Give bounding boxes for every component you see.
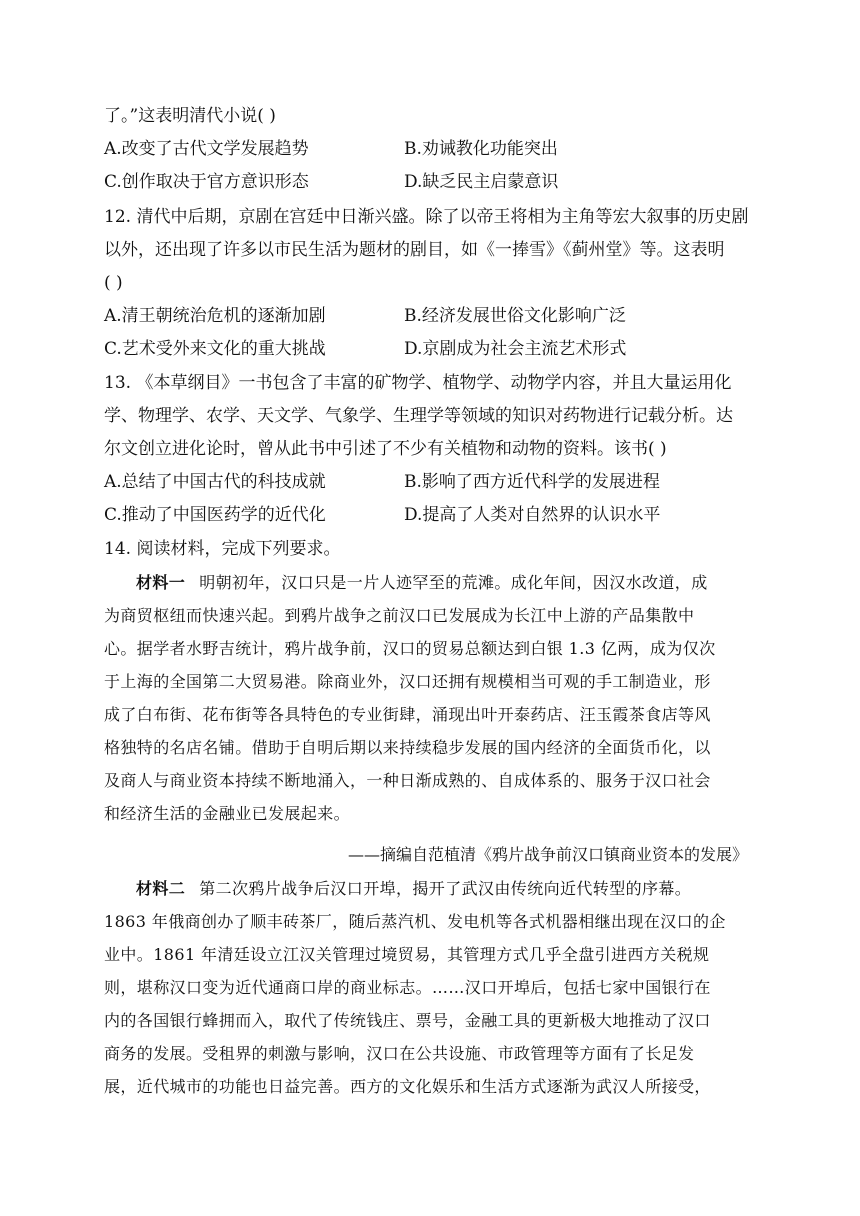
material-2-line: 内的各国银行蜂拥而入，取代了传统钱庄、票号，金融工具的更新极大地推动了汉口 <box>104 1011 711 1030</box>
q12-stem-line: 以外，还出现了许多以市民生活为题材的剧目，如《一捧雪》《蓟州堂》等。这表明 <box>104 240 725 260</box>
q12-option-a: A.清王朝统治危机的逐渐加剧 <box>104 306 326 326</box>
q14-stem: 14. 阅读材料，完成下列要求。 <box>104 539 341 559</box>
q11-option-b: B.劝诫教化功能突出 <box>404 139 558 159</box>
q12-option-c: C.艺术受外来文化的重大挑战 <box>104 339 326 359</box>
material-1-line: 为商贸枢纽而快速兴起。到鸦片战争之前汉口已发展成为长江中上游的产品集散中 <box>104 606 695 625</box>
q12-stem-line: 12. 清代中后期，京剧在宫廷中日渐兴盛。除了以帝王将相为主角等宏大叙事的历史剧 <box>104 207 749 227</box>
q13-stem-line: 学、物理学、农学、天文学、气象学、生理学等领域的知识对药物进行记载分析。达 <box>104 406 733 426</box>
material-1-label: 材料一 <box>136 573 186 592</box>
material-2-line: 1863 年俄商创办了顺丰砖茶厂，随后蒸汽机、发电机等各式机器相继出现在汉口的企 <box>104 912 726 931</box>
q13-option-b: B.影响了西方近代科学的发展进程 <box>404 472 660 492</box>
material-1-line: 格独特的名店名铺。借助于自明后期以来持续稳步发展的国内经济的全面货币化，以 <box>104 738 711 757</box>
q11-option-a: A.改变了古代文学发展趋势 <box>104 139 309 159</box>
material-1-line: 及商人与商业资本持续不断地涌入，一种日渐成熟的、自成体系的、服务于汉口社会 <box>104 771 711 790</box>
q13-option-d: D.提高了人类对自然界的认识水平 <box>404 505 661 525</box>
material-2-line: 则，堪称汉口变为近代通商口岸的商业标志。……汉口开埠后，包括七家中国银行在 <box>104 978 711 997</box>
material-1-line: 于上海的全国第二大贸易港。除商业外，汉口还拥有规模相当可观的手工制造业，形 <box>104 672 711 691</box>
q12-option-b: B.经济发展世俗文化影响广泛 <box>404 306 626 326</box>
q11-option-d: D.缺乏民主启蒙意识 <box>404 172 559 192</box>
q12-stem-line: ( ) <box>104 273 123 293</box>
material-1-line: 心。据学者水野吉统计，鸦片战争前，汉口的贸易总额达到白银 1.3 亿两，成为仅次 <box>104 639 716 658</box>
material-2-line: 展，近代城市的功能也日益完善。西方的文化娱乐和生活方式逐渐为武汉人所接受， <box>104 1077 711 1096</box>
material-1-first-line <box>136 572 708 594</box>
material-2-line: 商务的发展。受租界的刺激与影响，汉口在公共设施、市政管理等方面有了长足发 <box>104 1044 695 1063</box>
q11-stem-tail: 了。”这表明清代小说( ) <box>104 106 276 126</box>
q12-option-d: D.京剧成为社会主流艺术形式 <box>404 339 627 359</box>
material-1-line: 和经济生活的金融业已发展起来。 <box>104 804 351 823</box>
material-2-label: 材料二 <box>136 879 186 898</box>
q13-stem-line: 尔文创立进化论时，曾从此书中引述了不少有关植物和动物的资料。该书( ) <box>104 439 667 459</box>
q13-stem-line: 13. 《本草纲目》一书包含了丰富的矿物学、植物学、动物学内容，并且大量运用化 <box>104 373 732 393</box>
material-2-line: 业中。1861 年清廷设立江汉关管理过境贸易，其管理方式几乎全盘引进西方关税规 <box>104 945 710 964</box>
q13-option-a: A.总结了中国古代的科技成就 <box>104 472 326 492</box>
material-1-source: ——摘编自范植清《鸦片战争前汉口镇商业资本的发展》 <box>347 845 748 864</box>
material-1-line: 明朝初年，汉口只是一片人迹罕至的荒滩。成化年间，因汉水改道，成 <box>199 573 708 592</box>
q11-option-c: C.创作取决于官方意识形态 <box>104 172 309 192</box>
material-2-line: 第二次鸦片战争后汉口开埠，揭开了武汉由传统向近代转型的序幕。 <box>199 879 692 898</box>
q13-option-c: C.推动了中国医药学的近代化 <box>104 505 326 525</box>
material-1-line: 成了白布街、花布街等各具特色的专业街肆，涌现出叶开泰药店、汪玉霞茶食店等风 <box>104 705 711 724</box>
material-2-first-line <box>136 878 691 900</box>
